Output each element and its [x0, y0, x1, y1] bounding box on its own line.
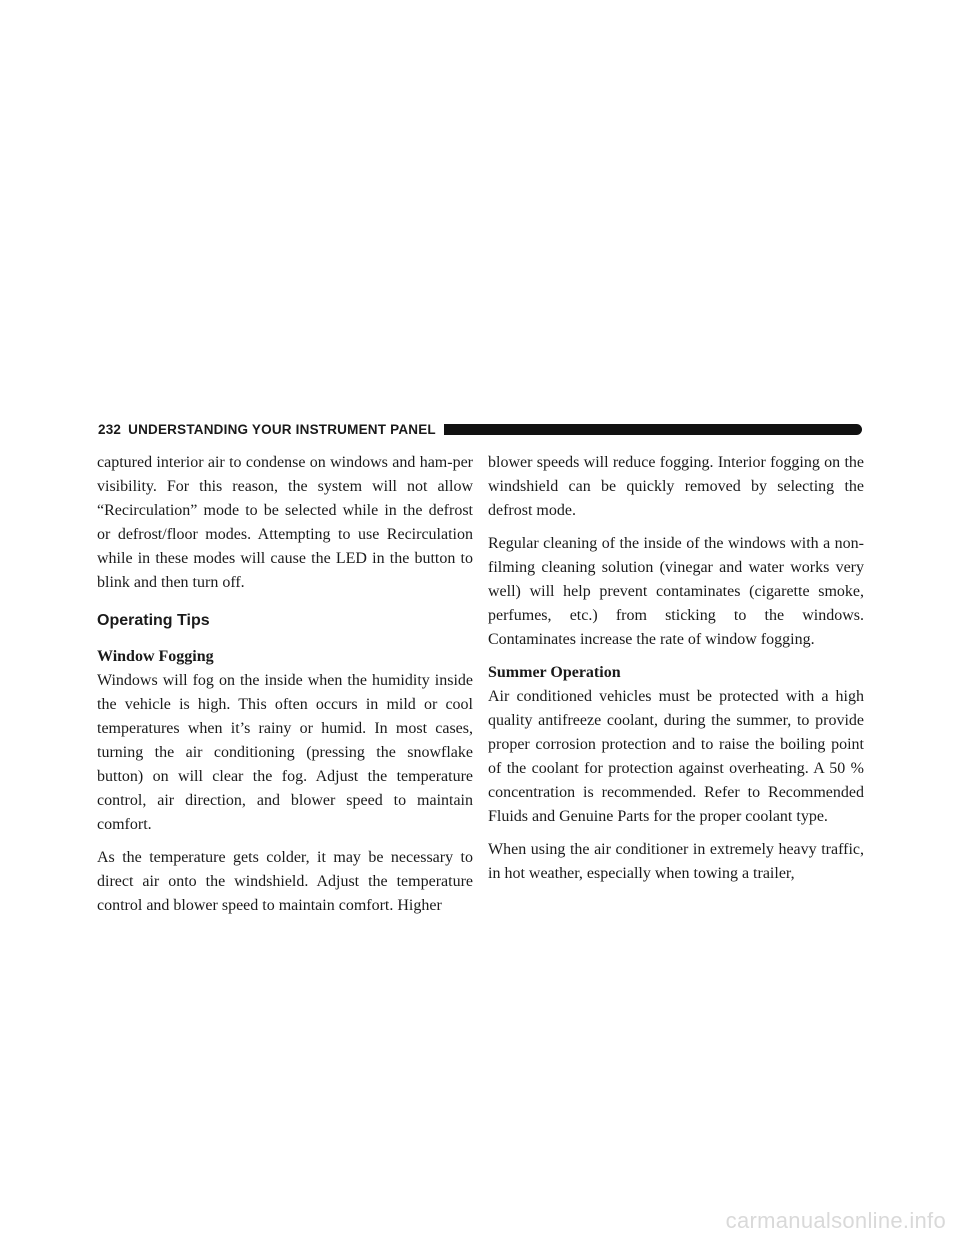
section-title: UNDERSTANDING YOUR INSTRUMENT PANEL: [128, 421, 436, 437]
page-header: [98, 418, 862, 440]
left-column: [97, 451, 473, 927]
paragraph-coolant: Air conditioned vehicles must be protected with a high quality antifreeze coolant, during the summer, to provide proper corrosion protection and to raise the boiling point of the coolant for protection against overheating. A 50 % concentration is recommended. Refer to Recommended Fluids and Genuine Parts for the proper coolant type.: [488, 688, 864, 825]
paragraph-recirculation: captured interior air to condense on windows and ham-per visibility. For this reason, the system will not allow “Recirculation” mode to be selected while in the defrost or defrost/floor modes. Attempting to use Recirculation while in these modes will cause the LED in the button to blink and then turn off.: [97, 454, 473, 591]
subheading-summer-operation: Summer Operation: [488, 664, 621, 681]
paragraph-blower-speeds: blower speeds will reduce fogging. Interior fogging on the windshield can be quickly removed by selecting the defrost mode.: [488, 454, 864, 519]
right-column: [488, 451, 864, 895]
header-bar: [444, 424, 862, 435]
paragraph-heavy-traffic: When using the air conditioner in extremely heavy traffic, in hot weather, especially when towing a trailer,: [488, 841, 864, 882]
paragraph-window-fogging: Windows will fog on the inside when the humidity inside the vehicle is high. This often occurs in mild or cool temperatures when it’s rainy or humid. In most cases, turning the air conditioning (pressing the snowflake button) on will clear the fog. Adjust the temperature control, air direction, and blower speed to maintain comfort.: [97, 672, 473, 833]
watermark-text: carmanualsonline.info: [725, 1208, 946, 1233]
page-number: 232: [98, 421, 122, 437]
paragraph-colder-temperature: As the temperature gets colder, it may be necessary to direct air onto the windshield. Adjust the temperature control and blower speed to maintain comfort. Higher: [97, 849, 473, 914]
subheading-window-fogging: Window Fogging: [97, 648, 214, 665]
paragraph-window-cleaning: Regular cleaning of the inside of the windows with a non-filming cleaning solution (vinegar and water works very well) will help prevent contaminates (cigarette smoke, perfumes, etc.) from sticking to the windows. Contaminates increase the rate of window fogging.: [488, 535, 864, 648]
heading-operating-tips: Operating Tips: [97, 612, 210, 629]
